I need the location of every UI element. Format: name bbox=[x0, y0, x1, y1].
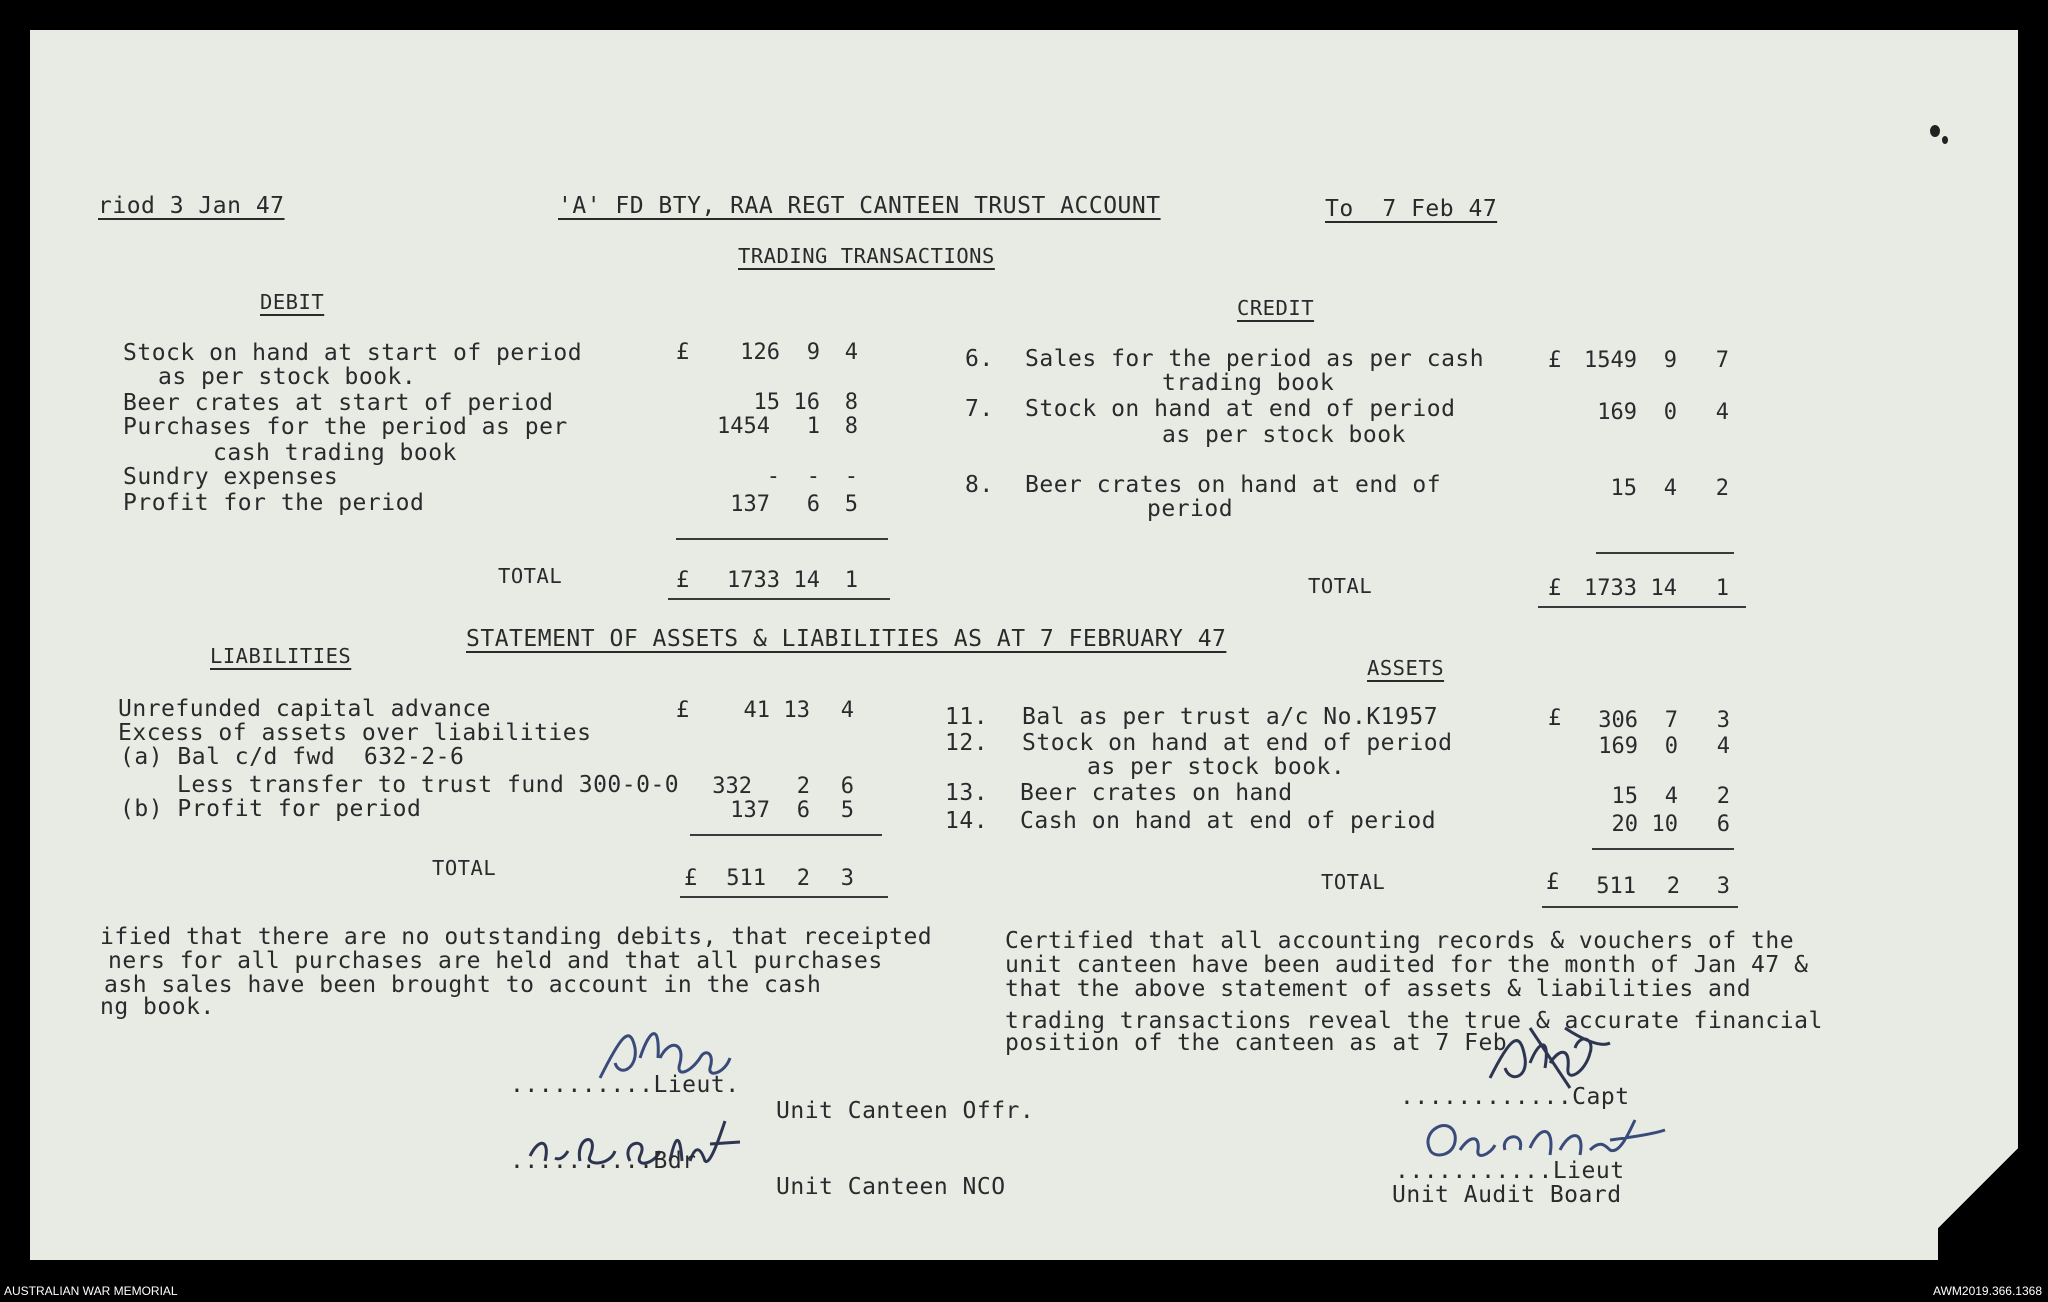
asset-item-number: 11. bbox=[945, 704, 989, 730]
amount-pence: 5 bbox=[844, 492, 858, 517]
amount-shillings: 1 bbox=[806, 414, 820, 439]
amount-pence: 2 bbox=[1715, 476, 1729, 501]
bdr-signature-line: ..........Bdr bbox=[510, 1148, 697, 1174]
asset-item-number: 14. bbox=[945, 808, 989, 834]
certification-right-line: unit canteen have been audited for the month of Jan 47 & bbox=[1005, 952, 1809, 978]
statement-heading: STATEMENT OF ASSETS & LIABILITIES AS AT 7 FEBRUARY 47 bbox=[466, 626, 1227, 652]
amount-shillings: 6 bbox=[796, 798, 810, 823]
certification-left-line: ng book. bbox=[100, 994, 215, 1020]
asset-item-label: Stock on hand at end of period bbox=[1022, 730, 1453, 756]
amount-shillings: - bbox=[806, 464, 820, 489]
debit-total-rule bbox=[668, 598, 890, 600]
assets-heading: ASSETS bbox=[1367, 656, 1445, 680]
amount-shillings: 10 bbox=[1651, 812, 1678, 837]
amount-pence: 8 bbox=[844, 414, 858, 439]
asset-item-number: 13. bbox=[945, 780, 989, 806]
document-title: 'A' FD BTY, RAA REGT CANTEEN TRUST ACCOUNT bbox=[558, 193, 1161, 219]
amount-pence: 7 bbox=[1715, 348, 1729, 373]
amount-pounds: 15 bbox=[1611, 784, 1638, 809]
certification-right-line: Certified that all accounting records & vouchers of the bbox=[1005, 928, 1795, 954]
amount-shillings: 2 bbox=[796, 774, 810, 799]
amount-shillings: 9 bbox=[1663, 348, 1677, 373]
footer-right-id: AWM2019.366.1368 bbox=[1933, 1284, 2042, 1298]
ink-blot bbox=[1930, 125, 1940, 137]
amount-pounds: 41 bbox=[743, 698, 770, 723]
credit-item-label: Sales for the period as per cash bbox=[1025, 346, 1485, 372]
total-shillings: 2 bbox=[796, 866, 810, 891]
lieut2-signature-line: ...........Lieut bbox=[1395, 1158, 1625, 1184]
liability-item-label: (a) Bal c/d fwd 632-2-6 bbox=[120, 744, 465, 770]
lieut-signature-line: ..........Lieut. bbox=[510, 1072, 740, 1098]
total-pounds: 1733 bbox=[1584, 576, 1637, 601]
debit-heading: DEBIT bbox=[260, 290, 325, 314]
total-shillings: 14 bbox=[793, 568, 820, 593]
amount-pence: 4 bbox=[1716, 734, 1730, 759]
amount-shillings: 13 bbox=[783, 698, 810, 723]
credit-item-label: Beer crates on hand at end of bbox=[1025, 472, 1442, 498]
capt-signature-line: ............Capt bbox=[1400, 1084, 1630, 1110]
amount-pence: 4 bbox=[1715, 400, 1729, 425]
credit-total-rule bbox=[1538, 606, 1746, 608]
amount-pence: 6 bbox=[840, 774, 854, 799]
liabilities-total-label: TOTAL bbox=[432, 856, 497, 880]
pound-sign: £ bbox=[676, 568, 690, 593]
pound-sign: £ bbox=[1548, 348, 1562, 373]
amount-pence: 8 bbox=[844, 390, 858, 415]
pound-sign: £ bbox=[1548, 576, 1562, 601]
amount-pounds: 169 bbox=[1598, 734, 1638, 759]
liabilities-heading: LIABILITIES bbox=[210, 644, 352, 668]
asset-item-label: Bal as per trust a/c No.K1957 bbox=[1022, 704, 1439, 730]
credit-total-label: TOTAL bbox=[1308, 574, 1373, 598]
credit-item-label: period bbox=[1147, 496, 1234, 522]
amount-pounds: 15 bbox=[753, 390, 780, 415]
amount-pounds: 169 bbox=[1597, 400, 1637, 425]
liabilities-total-rule bbox=[680, 896, 888, 898]
total-shillings: 14 bbox=[1650, 576, 1677, 601]
debit-item-label: Profit for the period bbox=[123, 490, 425, 516]
assets-total-label: TOTAL bbox=[1321, 870, 1386, 894]
certification-left-line: ners for all purchases are held and that all purchases bbox=[108, 948, 883, 974]
audit-board-role: Unit Audit Board bbox=[1392, 1182, 1622, 1208]
certification-left-line: ified that there are no outstanding debits, that receipted bbox=[100, 924, 933, 950]
debit-subtotal-rule bbox=[676, 538, 888, 540]
total-pence: 3 bbox=[1716, 874, 1730, 899]
amount-shillings: 6 bbox=[806, 492, 820, 517]
amount-pounds: 137 bbox=[730, 798, 770, 823]
bdr-role: Unit Canteen NCO bbox=[776, 1174, 1006, 1200]
certification-right-line: position of the canteen as at 7 Feb bbox=[1005, 1030, 1508, 1056]
amount-pounds: 1549 bbox=[1584, 348, 1637, 373]
credit-item-label: as per stock book bbox=[1162, 422, 1406, 448]
credit-subtotal-rule bbox=[1596, 552, 1734, 554]
asset-item-label: as per stock book. bbox=[1087, 754, 1346, 780]
total-pounds: 1733 bbox=[727, 568, 780, 593]
period-from: riod 3 Jan 47 bbox=[98, 193, 285, 219]
liability-item-label: Excess of assets over liabilities bbox=[118, 720, 592, 746]
footer-left-credit: AUSTRALIAN WAR MEMORIAL bbox=[4, 1284, 178, 1298]
amount-pounds: 15 bbox=[1610, 476, 1637, 501]
assets-subtotal-rule bbox=[1592, 848, 1734, 850]
asset-item-label: Beer crates on hand bbox=[1020, 780, 1293, 806]
pound-sign: £ bbox=[684, 866, 698, 891]
asset-item-number: 12. bbox=[945, 730, 989, 756]
credit-item-number: 7. bbox=[965, 396, 994, 422]
pound-sign: £ bbox=[1546, 870, 1560, 895]
certification-right-line: that the above statement of assets & liabilities and bbox=[1005, 976, 1752, 1002]
debit-item-label: as per stock book. bbox=[158, 364, 417, 390]
amount-shillings: 0 bbox=[1663, 400, 1677, 425]
credit-item-label: Stock on hand at end of period bbox=[1025, 396, 1456, 422]
amount-pence: 4 bbox=[844, 340, 858, 365]
amount-shillings: 4 bbox=[1663, 476, 1677, 501]
amount-pence: 2 bbox=[1716, 784, 1730, 809]
certification-right-line: trading transactions reveal the true & accurate financial bbox=[1005, 1008, 1823, 1034]
certification-left-line: ash sales have been brought to account in the cash bbox=[104, 972, 822, 998]
total-pounds: 511 bbox=[726, 866, 766, 891]
lieut-role: Unit Canteen Offr. bbox=[776, 1098, 1035, 1124]
amount-shillings: 4 bbox=[1664, 784, 1678, 809]
amount-shillings: 0 bbox=[1664, 734, 1678, 759]
liabilities-subtotal-rule bbox=[690, 834, 882, 836]
debit-item-label: cash trading book bbox=[213, 440, 457, 466]
debit-item-label: Stock on hand at start of period bbox=[123, 340, 583, 366]
credit-item-number: 6. bbox=[965, 346, 994, 372]
amount-shillings: 7 bbox=[1664, 708, 1678, 733]
amount-pence: 4 bbox=[840, 698, 854, 723]
liability-item-label: Less transfer to trust fund 300-0-0 bbox=[177, 772, 680, 798]
amount-pounds: 332 bbox=[712, 774, 752, 799]
section-subtitle: TRADING TRANSACTIONS bbox=[738, 244, 995, 268]
amount-pounds: 126 bbox=[740, 340, 780, 365]
amount-pounds: - bbox=[766, 464, 780, 489]
debit-item-label: Purchases for the period as per bbox=[123, 414, 568, 440]
amount-pounds: 137 bbox=[730, 492, 770, 517]
credit-item-label: trading book bbox=[1162, 370, 1335, 396]
liability-item-label: Unrefunded capital advance bbox=[118, 696, 492, 722]
debit-total-label: TOTAL bbox=[498, 564, 563, 588]
total-pence: 1 bbox=[844, 568, 858, 593]
credit-heading: CREDIT bbox=[1237, 296, 1315, 320]
amount-pence: - bbox=[844, 464, 858, 489]
total-shillings: 2 bbox=[1666, 874, 1680, 899]
liability-item-label: (b) Profit for period bbox=[120, 796, 422, 822]
amount-pounds: 20 bbox=[1611, 812, 1638, 837]
amount-pence: 3 bbox=[1716, 708, 1730, 733]
pound-sign: £ bbox=[1548, 706, 1562, 731]
pound-sign: £ bbox=[676, 340, 690, 365]
debit-item-label: Beer crates at start of period bbox=[123, 390, 554, 416]
pound-sign: £ bbox=[676, 698, 690, 723]
amount-pence: 6 bbox=[1716, 812, 1730, 837]
total-pence: 3 bbox=[840, 866, 854, 891]
asset-item-label: Cash on hand at end of period bbox=[1020, 808, 1437, 834]
credit-item-number: 8. bbox=[965, 472, 994, 498]
amount-pounds: 306 bbox=[1598, 708, 1638, 733]
total-pounds: 511 bbox=[1596, 874, 1636, 899]
assets-total-rule bbox=[1542, 906, 1738, 908]
debit-item-label: Sundry expenses bbox=[123, 464, 339, 490]
total-pence: 1 bbox=[1715, 576, 1729, 601]
ink-blot bbox=[1942, 136, 1948, 144]
amount-shillings: 16 bbox=[793, 390, 820, 415]
period-to: To 7 Feb 47 bbox=[1325, 196, 1498, 222]
amount-shillings: 9 bbox=[806, 340, 820, 365]
amount-pence: 5 bbox=[840, 798, 854, 823]
amount-pounds: 1454 bbox=[717, 414, 770, 439]
